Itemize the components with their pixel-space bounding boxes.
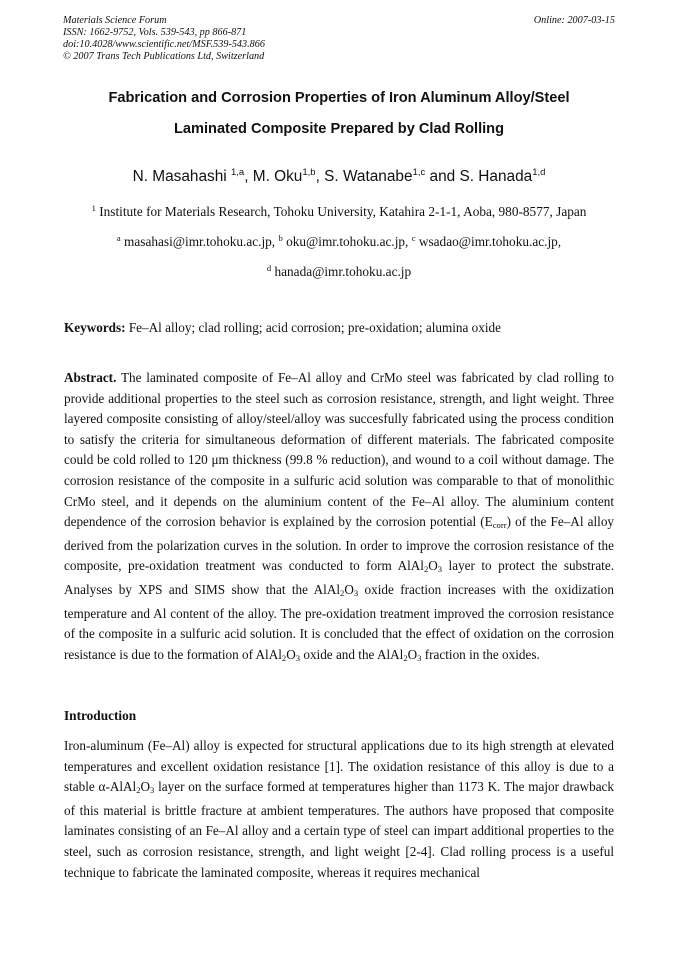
introduction-text: Iron-aluminum (Fe–Al) alloy is expected for structural applications due to its high strength at elevated temperatures and excellent oxidation resistance [1]. The oxidation resistance of this alloy is due to a stable α-Al — [64, 738, 614, 795]
subscript: 2 — [281, 652, 287, 663]
abstract-text: oxide and the Al — [300, 646, 391, 662]
affiliation-mark: 1 — [91, 203, 96, 213]
abstract-text: oxide fraction increases with the oxidization temperature and Al content of the alloy. The pre-oxidation treatment improved the corrosion resistance of the composite in a sulfuric acid solution. It is concluded that the effect of oxidation on the corrosion resistance is due to the formation of Al — [64, 581, 614, 662]
author: S. Watanabe — [324, 168, 413, 185]
abstract-text: fraction in the oxides. — [421, 646, 540, 662]
introduction-text: layer on the surface formed at temperatures higher than 1173 K. The major drawback of this material is brittle fracture at ambient temperatures. The authors have proposed that composite laminates consisting of an Fe–Al alloy and a certain type of steel can impart additional properties to the steel, such as corrosion resistance, strength, and light weight [2-4]. Clad rolling process is a useful technique to fabricate the laminated composite, whereas it requires mechanical — [64, 779, 614, 880]
email-address: wsadao@imr.tohoku.ac.jp, — [418, 234, 562, 249]
subscript: 3 — [353, 587, 359, 598]
subscript: 2 — [136, 785, 141, 796]
online-date: Online: 2007-03-15 — [533, 15, 615, 26]
author-affiliation-mark: 1,b — [302, 167, 316, 178]
abstract-text: The laminated composite of Fe–Al alloy and CrMo steel was fabricated by clad rolling to provide additional properties to the steel such as corrosion resistance, strength, and light weight. Three layered composite consisting of alloy/steel/alloy was succesfully fabricated using the process condition to satisfy the criteria for simultaneous deformation of different materials. The fabricated composite could be cold rolled to 120 μm thickness (99.8 % reduction), and wound to a coil without damage. The corrosion resistance of the composite in a sulfuric acid solution was comparable to that of monolithic CrMo steel, and it depends on the aluminium content of the Fe–Al alloy. The aluminium content dependence of the corrosion behavior is explained by the corrosion potential (E — [64, 370, 614, 530]
paper-title-line-1: Fabrication and Corrosion Properties of Iron Aluminum Alloy/Steel — [108, 90, 570, 106]
subscript: corr — [492, 520, 507, 531]
email-line-1 — [40, 233, 638, 250]
author-affiliation-mark: 1,d — [532, 167, 546, 178]
subscript: 2 — [423, 564, 429, 575]
subscript: 3 — [417, 652, 422, 663]
subscript: 3 — [295, 652, 301, 663]
issn-line: ISSN: 1662-9752, Vols. 539-543, pp 866-871 — [63, 27, 247, 38]
paper-title-line-2: Laminated Composite Prepared by Clad Rolling — [173, 121, 505, 137]
keywords — [64, 318, 614, 339]
author: M. Oku — [252, 168, 303, 185]
author-list — [40, 167, 638, 186]
email-mark: a — [116, 233, 121, 243]
email-address: hanada@imr.tohoku.ac.jp — [274, 264, 412, 279]
email-line-2 — [40, 263, 638, 280]
email-mark: d — [266, 263, 272, 273]
subscript: 3 — [150, 785, 155, 796]
formula-element: Al — [390, 646, 404, 662]
affiliation-text: Institute for Materials Research, Tohoku University, Katahira 2-1-1, Aoba, 980-8577, Japan — [99, 204, 587, 219]
formula-element: O — [407, 646, 418, 662]
email-address: masahasi@imr.tohoku.ac.jp, — [124, 234, 279, 249]
copyright-line: © 2007 Trans Tech Publications Ltd, Switzerland — [63, 51, 265, 62]
formula-element: O — [428, 558, 438, 574]
keywords-text: Fe–Al alloy; clad rolling; acid corrosion; pre-oxidation; alumina oxide — [128, 320, 501, 335]
formula-element: O — [344, 581, 354, 597]
subscript: 3 — [437, 564, 443, 575]
formula-element: O — [140, 779, 151, 795]
abstract — [64, 368, 614, 668]
formula-element: Al — [326, 581, 341, 597]
formula-element: O — [286, 646, 296, 662]
abstract-label: Abstract. — [64, 370, 117, 385]
abstract-text: layer to protect the substrate. Analyses by XPS and SIMS show that the Al — [64, 558, 614, 597]
author-affiliation-mark: 1,c — [412, 167, 426, 178]
doi-line: doi:10.4028/www.scientific.net/MSF.539-543.866 — [63, 39, 265, 50]
author-separator: , — [244, 168, 253, 185]
affiliation — [40, 203, 638, 220]
subscript: 2 — [340, 587, 345, 598]
formula-element: Al — [123, 779, 137, 795]
introduction-paragraph — [64, 736, 614, 883]
page-header — [63, 15, 615, 63]
email-address: oku@imr.tohoku.ac.jp, — [286, 234, 412, 249]
keywords-label: Keywords: — [64, 320, 126, 335]
author-separator: and — [425, 168, 460, 185]
abstract-text: ) of the Fe–Al alloy derived from the polarization curves in the solution. In order to improve the corrosion resistance of the composite, pre-oxidation treatment was conducted to form Al — [64, 514, 615, 574]
section-heading-introduction: Introduction — [64, 708, 137, 723]
email-mark: b — [278, 233, 283, 243]
author-affiliation-mark: 1,a — [230, 167, 245, 178]
formula-element: Al — [410, 558, 424, 574]
subscript: 2 — [403, 652, 408, 663]
journal-name: Materials Science Forum — [63, 15, 167, 26]
author: S. Hanada — [459, 168, 533, 185]
author-separator: , — [315, 168, 325, 185]
author: N. Masahashi — [132, 168, 227, 185]
email-mark: c — [411, 233, 416, 243]
formula-element: Al — [268, 646, 282, 662]
